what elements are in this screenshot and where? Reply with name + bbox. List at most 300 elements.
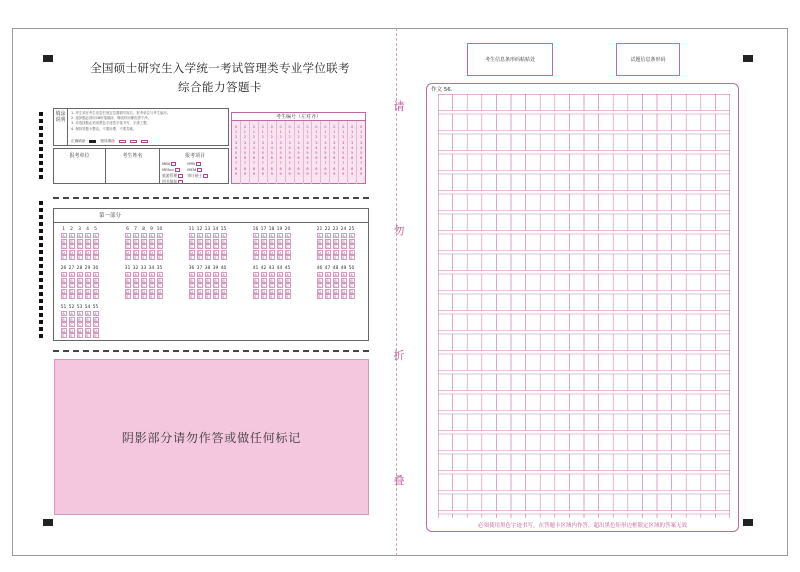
option-bubble[interactable]: C	[326, 284, 329, 289]
essay-cell[interactable]	[657, 334, 672, 351]
essay-cell[interactable]	[496, 254, 511, 271]
id-digit-bubble[interactable]: 2	[297, 135, 300, 140]
id-digit-bubble[interactable]: 2	[315, 135, 318, 140]
option-bubble[interactable]: B	[158, 239, 161, 244]
essay-cell[interactable]	[438, 394, 453, 411]
option-bubble[interactable]: B	[94, 317, 97, 322]
option-bubble[interactable]: A	[62, 273, 65, 277]
essay-cell[interactable]	[467, 434, 482, 451]
id-digit-bubble[interactable]: 1	[333, 130, 336, 135]
essay-grid[interactable]	[438, 94, 730, 518]
essay-cell[interactable]	[628, 314, 643, 331]
option-bubble[interactable]: B	[318, 239, 321, 244]
essay-cell[interactable]	[613, 134, 628, 151]
essay-cell[interactable]	[569, 174, 584, 191]
option-bubble[interactable]: D	[78, 289, 81, 294]
essay-cell[interactable]	[628, 194, 643, 211]
essay-cell[interactable]	[496, 514, 511, 518]
essay-cell[interactable]	[569, 314, 584, 331]
option-bubble[interactable]: B	[270, 278, 273, 283]
option-bubble[interactable]: D	[206, 289, 209, 294]
essay-cell[interactable]	[540, 514, 555, 518]
essay-cell[interactable]	[482, 134, 497, 151]
id-digit-bubble[interactable]: 4	[234, 145, 238, 150]
essay-cell[interactable]	[569, 274, 584, 291]
option-bubble[interactable]: D	[158, 250, 161, 255]
essay-cell[interactable]	[453, 254, 468, 271]
essay-cell[interactable]	[526, 194, 541, 211]
essay-cell[interactable]	[526, 394, 541, 411]
essay-cell[interactable]	[657, 394, 672, 411]
option-bubble[interactable]: B	[94, 239, 97, 244]
option-bubble[interactable]: A	[134, 273, 137, 277]
essay-cell[interactable]	[555, 494, 570, 511]
essay-cell[interactable]	[555, 94, 570, 111]
option-bubble[interactable]: E	[318, 256, 321, 261]
essay-cell[interactable]	[511, 254, 526, 271]
essay-cell[interactable]	[701, 194, 716, 211]
essay-cell[interactable]	[438, 94, 453, 111]
essay-cell[interactable]	[569, 294, 584, 311]
essay-cell[interactable]	[599, 354, 614, 371]
essay-cell[interactable]	[467, 374, 482, 391]
candidate-name-cell[interactable]	[106, 149, 160, 183]
id-digit-bubble[interactable]: 4	[279, 145, 282, 150]
essay-cell[interactable]	[599, 274, 614, 291]
essay-cell[interactable]	[715, 214, 730, 231]
id-digit-bubble[interactable]: 8	[359, 166, 363, 171]
id-digit-bubble[interactable]: 4	[351, 145, 354, 150]
id-digit-bubble[interactable]: 1	[234, 130, 238, 135]
essay-cell[interactable]	[453, 434, 468, 451]
essay-cell[interactable]	[657, 314, 672, 331]
essay-cell[interactable]	[715, 234, 730, 251]
essay-cell[interactable]	[584, 394, 599, 411]
option-bubble[interactable]: C	[254, 284, 257, 289]
essay-cell[interactable]	[613, 394, 628, 411]
essay-cell[interactable]	[715, 474, 730, 491]
essay-cell[interactable]	[599, 174, 614, 191]
option-bubble[interactable]: C	[326, 245, 329, 250]
id-digit-bubble[interactable]: 4	[297, 145, 300, 150]
essay-cell[interactable]	[657, 514, 672, 518]
essay-cell[interactable]	[540, 214, 555, 231]
essay-cell[interactable]	[701, 494, 716, 511]
essay-cell[interactable]	[555, 414, 570, 431]
option-bubble[interactable]: D	[134, 250, 137, 255]
id-digit-bubble[interactable]: 9	[342, 171, 345, 176]
id-digit-bubble[interactable]: 5	[234, 151, 238, 156]
essay-cell[interactable]	[628, 514, 643, 518]
option-bubble[interactable]: B	[198, 239, 201, 244]
id-digit-bubble[interactable]: 7	[234, 161, 238, 166]
option-bubble[interactable]: B	[254, 278, 257, 283]
id-digit-bubble[interactable]: 2	[342, 135, 345, 140]
option-bubble[interactable]: B	[70, 239, 73, 244]
essay-cell[interactable]	[438, 514, 453, 518]
essay-cell[interactable]	[599, 134, 614, 151]
essay-cell[interactable]	[599, 514, 614, 518]
essay-cell[interactable]	[526, 374, 541, 391]
option-bubble[interactable]: C	[78, 323, 81, 328]
essay-cell[interactable]	[453, 474, 468, 491]
id-digit-bubble[interactable]: 9	[234, 171, 238, 176]
id-digit-bubble[interactable]: 0	[333, 125, 336, 129]
id-digit-bubble[interactable]: 4	[288, 145, 291, 150]
id-digit-bubble[interactable]: 0	[324, 125, 327, 129]
id-digit-bubble[interactable]: 3	[333, 140, 336, 145]
essay-cell[interactable]	[584, 274, 599, 291]
essay-cell[interactable]	[453, 294, 468, 311]
option-bubble[interactable]: D	[326, 289, 329, 294]
essay-cell[interactable]	[555, 134, 570, 151]
essay-cell[interactable]	[555, 514, 570, 518]
essay-cell[interactable]	[642, 274, 657, 291]
essay-cell[interactable]	[511, 414, 526, 431]
id-digit-bubble[interactable]: 7	[252, 161, 255, 166]
option-bubble[interactable]: A	[150, 234, 153, 238]
option-bubble[interactable]: B	[334, 239, 337, 244]
essay-cell[interactable]	[511, 514, 526, 518]
checkbox-icon[interactable]	[197, 168, 202, 172]
option-bubble[interactable]: C	[62, 245, 65, 250]
essay-cell[interactable]	[628, 114, 643, 131]
option-bubble[interactable]: A	[262, 234, 265, 238]
essay-cell[interactable]	[511, 454, 526, 471]
option-bubble[interactable]: C	[142, 245, 145, 250]
essay-cell[interactable]	[701, 94, 716, 111]
essay-cell[interactable]	[540, 294, 555, 311]
option-bubble[interactable]: A	[142, 234, 145, 238]
essay-cell[interactable]	[672, 294, 687, 311]
essay-cell[interactable]	[628, 294, 643, 311]
essay-cell[interactable]	[701, 314, 716, 331]
option-bubble[interactable]: A	[86, 312, 89, 316]
option-bubble[interactable]: A	[94, 273, 97, 277]
essay-cell[interactable]	[467, 174, 482, 191]
option-bubble[interactable]: C	[94, 323, 97, 328]
option-bubble[interactable]: B	[62, 239, 65, 244]
essay-cell[interactable]	[642, 294, 657, 311]
essay-cell[interactable]	[672, 374, 687, 391]
option-bubble[interactable]: C	[342, 245, 345, 250]
option-bubble[interactable]: C	[198, 245, 201, 250]
option-bubble[interactable]: B	[150, 239, 153, 244]
essay-cell[interactable]	[511, 394, 526, 411]
option-bubble[interactable]: C	[206, 245, 209, 250]
essay-cell[interactable]	[715, 94, 730, 111]
option-bubble[interactable]: A	[86, 273, 89, 277]
essay-cell[interactable]	[467, 334, 482, 351]
id-digit-bubble[interactable]: 0	[288, 125, 291, 129]
essay-cell[interactable]	[555, 274, 570, 291]
option-bubble[interactable]: C	[350, 284, 353, 289]
essay-cell[interactable]	[686, 354, 701, 371]
essay-cell[interactable]	[584, 94, 599, 111]
essay-cell[interactable]	[496, 114, 511, 131]
essay-cell[interactable]	[642, 454, 657, 471]
option-bubble[interactable]: C	[70, 284, 73, 289]
essay-cell[interactable]	[628, 474, 643, 491]
essay-cell[interactable]	[438, 274, 453, 291]
essay-cell[interactable]	[701, 354, 716, 371]
essay-cell[interactable]	[438, 134, 453, 151]
essay-cell[interactable]	[613, 254, 628, 271]
essay-cell[interactable]	[482, 274, 497, 291]
essay-cell[interactable]	[511, 194, 526, 211]
option-bubble[interactable]: B	[278, 239, 281, 244]
option-bubble[interactable]: E	[134, 256, 137, 261]
option-bubble[interactable]: B	[86, 317, 89, 322]
essay-cell[interactable]	[628, 174, 643, 191]
essay-cell[interactable]	[701, 154, 716, 171]
essay-cell[interactable]	[657, 154, 672, 171]
essay-cell[interactable]	[584, 494, 599, 511]
id-digit-bubble[interactable]: 7	[315, 161, 318, 166]
option-bubble[interactable]: D	[62, 289, 65, 294]
essay-cell[interactable]	[657, 434, 672, 451]
essay-cell[interactable]	[701, 514, 716, 518]
id-digit-bubble[interactable]: 4	[252, 145, 255, 150]
id-digit-bubble[interactable]: 5	[279, 151, 282, 156]
essay-cell[interactable]	[496, 214, 511, 231]
essay-cell[interactable]	[701, 394, 716, 411]
id-digit-bubble[interactable]: 8	[270, 166, 273, 171]
essay-cell[interactable]	[657, 414, 672, 431]
option-bubble[interactable]: A	[62, 234, 65, 238]
id-digit-bubble[interactable]: 5	[252, 151, 255, 156]
essay-cell[interactable]	[511, 334, 526, 351]
option-bubble[interactable]: A	[126, 273, 129, 277]
essay-cell[interactable]	[599, 94, 614, 111]
option-bubble[interactable]: B	[214, 278, 217, 283]
option-bubble[interactable]: D	[190, 250, 193, 255]
option-bubble[interactable]: B	[278, 278, 281, 283]
essay-cell[interactable]	[482, 474, 497, 491]
essay-cell[interactable]	[657, 454, 672, 471]
essay-cell[interactable]	[453, 154, 468, 171]
essay-cell[interactable]	[686, 254, 701, 271]
essay-cell[interactable]	[715, 354, 730, 371]
essay-cell[interactable]	[672, 474, 687, 491]
essay-cell[interactable]	[686, 154, 701, 171]
essay-cell[interactable]	[584, 414, 599, 431]
essay-cell[interactable]	[628, 214, 643, 231]
essay-cell[interactable]	[555, 294, 570, 311]
option-bubble[interactable]: B	[62, 278, 65, 283]
essay-cell[interactable]	[482, 514, 497, 518]
option-bubble[interactable]: D	[62, 250, 65, 255]
essay-cell[interactable]	[438, 314, 453, 331]
option-bubble[interactable]: E	[342, 295, 345, 300]
essay-cell[interactable]	[569, 234, 584, 251]
option-bubble[interactable]: A	[214, 234, 217, 238]
option-bubble[interactable]: B	[222, 278, 225, 283]
option-bubble[interactable]: C	[134, 245, 137, 250]
essay-cell[interactable]	[511, 274, 526, 291]
essay-cell[interactable]	[584, 354, 599, 371]
essay-cell[interactable]	[555, 254, 570, 271]
essay-cell[interactable]	[701, 134, 716, 151]
essay-cell[interactable]	[540, 454, 555, 471]
essay-cell[interactable]	[438, 254, 453, 271]
essay-cell[interactable]	[715, 114, 730, 131]
essay-cell[interactable]	[540, 434, 555, 451]
essay-cell[interactable]	[701, 474, 716, 491]
option-bubble[interactable]: C	[222, 245, 225, 250]
option-bubble[interactable]: B	[134, 278, 137, 283]
option-bubble[interactable]: E	[214, 256, 217, 261]
essay-cell[interactable]	[672, 394, 687, 411]
essay-cell[interactable]	[584, 374, 599, 391]
id-digit-bubble[interactable]: 2	[333, 135, 336, 140]
id-digit-bubble[interactable]: 1	[261, 130, 264, 135]
essay-cell[interactable]	[438, 334, 453, 351]
essay-cell[interactable]	[672, 134, 687, 151]
id-digit-bubble[interactable]: 2	[252, 135, 255, 140]
essay-cell[interactable]	[555, 314, 570, 331]
option-bubble[interactable]: B	[262, 239, 265, 244]
essay-cell[interactable]	[599, 334, 614, 351]
option-bubble[interactable]: A	[222, 273, 225, 277]
essay-cell[interactable]	[453, 94, 468, 111]
essay-cell[interactable]	[511, 94, 526, 111]
essay-cell[interactable]	[540, 314, 555, 331]
option-bubble[interactable]: C	[94, 245, 97, 250]
essay-cell[interactable]	[599, 154, 614, 171]
essay-cell[interactable]	[642, 114, 657, 131]
essay-cell[interactable]	[599, 494, 614, 511]
option-bubble[interactable]: A	[126, 234, 129, 238]
essay-cell[interactable]	[482, 194, 497, 211]
essay-cell[interactable]	[438, 454, 453, 471]
essay-cell[interactable]	[584, 514, 599, 518]
id-digit-bubble[interactable]: 5	[351, 151, 354, 156]
id-digit-bubble[interactable]: 4	[359, 145, 363, 150]
id-digit-bubble[interactable]: 7	[351, 161, 354, 166]
option-bubble[interactable]: A	[278, 273, 281, 277]
id-digit-bubble[interactable]: 5	[359, 151, 363, 156]
option-bubble[interactable]: C	[70, 245, 73, 250]
option-bubble[interactable]: C	[150, 284, 153, 289]
essay-cell[interactable]	[701, 374, 716, 391]
option-bubble[interactable]: E	[62, 334, 65, 339]
essay-cell[interactable]	[672, 334, 687, 351]
essay-cell[interactable]	[569, 374, 584, 391]
essay-cell[interactable]	[584, 434, 599, 451]
id-digit-bubble[interactable]: 3	[252, 140, 255, 145]
option-bubble[interactable]: D	[70, 289, 73, 294]
essay-cell[interactable]	[511, 374, 526, 391]
id-digit-bubble[interactable]: 7	[270, 161, 273, 166]
option-bubble[interactable]: D	[350, 250, 353, 255]
essay-cell[interactable]	[569, 134, 584, 151]
essay-cell[interactable]	[715, 514, 730, 518]
option-bubble[interactable]: C	[198, 284, 201, 289]
option-bubble[interactable]: A	[326, 273, 329, 277]
essay-cell[interactable]	[467, 114, 482, 131]
option-bubble[interactable]: A	[94, 312, 97, 316]
id-digit-bubble[interactable]: 8	[324, 166, 327, 171]
id-digit-bubble[interactable]: 9	[270, 171, 273, 176]
option-bubble[interactable]: C	[126, 284, 129, 289]
essay-cell[interactable]	[438, 434, 453, 451]
id-digit-bubble[interactable]: 1	[306, 130, 309, 135]
essay-cell[interactable]	[569, 394, 584, 411]
option-bubble[interactable]: A	[286, 234, 289, 238]
option-bubble[interactable]: A	[78, 312, 81, 316]
essay-cell[interactable]	[467, 254, 482, 271]
essay-cell[interactable]	[642, 394, 657, 411]
option-bubble[interactable]: A	[78, 273, 81, 277]
option-bubble[interactable]: A	[78, 234, 81, 238]
id-digit-bubble[interactable]: 6	[342, 156, 345, 161]
option-bubble[interactable]: D	[78, 250, 81, 255]
option-bubble[interactable]: D	[286, 289, 289, 294]
essay-cell[interactable]	[599, 294, 614, 311]
essay-cell[interactable]	[613, 174, 628, 191]
id-digit-bubble[interactable]: 3	[234, 140, 238, 145]
option-bubble[interactable]: A	[334, 234, 337, 238]
option-bubble[interactable]: C	[318, 245, 321, 250]
essay-cell[interactable]	[453, 234, 468, 251]
essay-cell[interactable]	[569, 194, 584, 211]
id-digit-bubble[interactable]: 7	[324, 161, 327, 166]
id-digit-bubble[interactable]: 6	[324, 156, 327, 161]
option-bubble[interactable]: B	[78, 239, 81, 244]
essay-cell[interactable]	[526, 254, 541, 271]
option-bubble[interactable]: B	[94, 278, 97, 283]
essay-cell[interactable]	[599, 374, 614, 391]
option-bubble[interactable]: B	[270, 239, 273, 244]
essay-cell[interactable]	[642, 214, 657, 231]
id-digit-bubble[interactable]: 0	[315, 125, 318, 129]
essay-cell[interactable]	[438, 154, 453, 171]
option-bubble[interactable]: A	[350, 273, 353, 277]
essay-cell[interactable]	[526, 314, 541, 331]
option-bubble[interactable]: C	[190, 245, 193, 250]
option-bubble[interactable]: B	[190, 239, 193, 244]
essay-cell[interactable]	[672, 234, 687, 251]
id-digit-bubble[interactable]: 0	[261, 125, 264, 129]
essay-cell[interactable]	[438, 234, 453, 251]
id-digit-bubble[interactable]: 3	[279, 140, 282, 145]
essay-cell[interactable]	[686, 414, 701, 431]
essay-cell[interactable]	[686, 134, 701, 151]
essay-cell[interactable]	[569, 254, 584, 271]
essay-cell[interactable]	[701, 334, 716, 351]
essay-cell[interactable]	[526, 474, 541, 491]
id-digit-bubble[interactable]: 3	[243, 140, 247, 145]
option-bubble[interactable]: C	[222, 284, 225, 289]
option-bubble[interactable]: D	[262, 250, 265, 255]
essay-cell[interactable]	[686, 434, 701, 451]
option-bubble[interactable]: B	[262, 278, 265, 283]
id-digit-bubble[interactable]: 8	[288, 166, 291, 171]
option-bubble[interactable]: E	[190, 295, 193, 300]
essay-cell[interactable]	[628, 154, 643, 171]
essay-cell[interactable]	[569, 334, 584, 351]
option-bubble[interactable]: E	[350, 295, 353, 300]
essay-cell[interactable]	[584, 454, 599, 471]
option-bubble[interactable]: D	[86, 289, 89, 294]
id-digit-bubble[interactable]: 1	[342, 130, 345, 135]
essay-cell[interactable]	[569, 434, 584, 451]
id-digit-bubble[interactable]: 8	[261, 166, 264, 171]
option-bubble[interactable]: C	[318, 284, 321, 289]
essay-cell[interactable]	[613, 374, 628, 391]
essay-cell[interactable]	[686, 194, 701, 211]
